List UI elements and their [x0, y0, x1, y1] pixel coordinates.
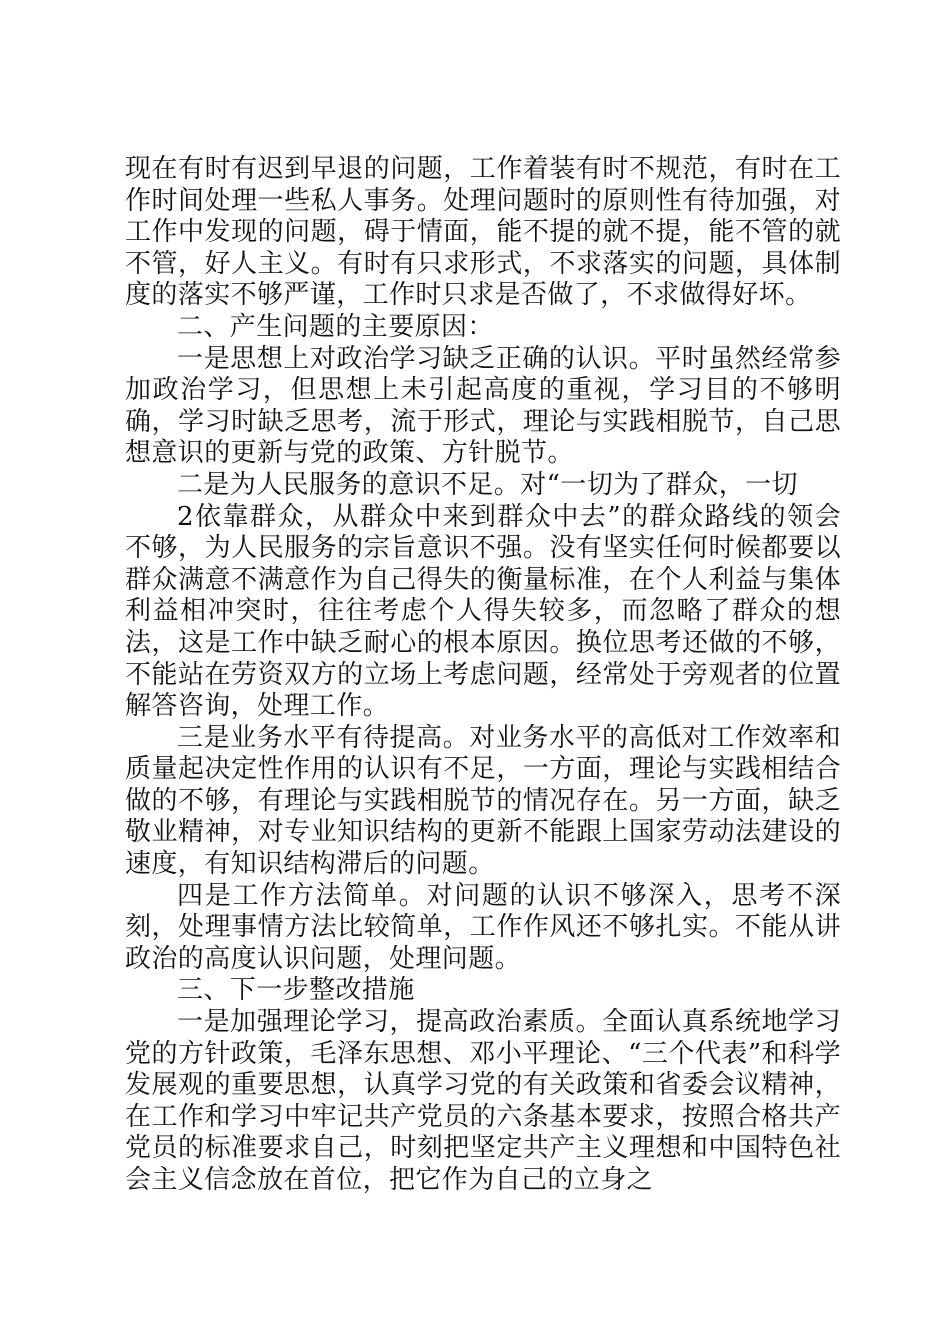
paragraph-continuation: 现在有时有迟到早退的问题，工作着装有时不规范，有时在工作时间处理一些私人事务。处理问题时的原则性有待加强，对工作中发现的问题，碍于情面，能不提的就不提，能不管的就不管，好人主义。有时有只求形式，不求落实的问题，具体制度的落实不够严谨，工作时只求是否做了，不求做得好坏。: [125, 154, 841, 311]
section-heading-causes: 二、产生问题的主要原因：: [177, 311, 494, 342]
paragraph-cause-2-continued: 2依靠群众，从群众中来到群众中去”的群众路线的领会不够，为人民服务的宗旨意识不强。没有坚实任何时候都要以群众满意不满意作为自己得失的衡量标准，在个人利益与集体利益相冲突时，往往考虑个人得失较多，而忽略了群众的想法，这是工作中缺乏耐心的根本原因。换位思考还做的不够，不能站在劳资双方的立场上考虑问题，经常处于旁观者的位置解答咨询，处理工作。: [125, 501, 841, 722]
paragraph-cause-1: 一是思想上对政治学习缺乏正确的认识。平时虽然经常参加政治学习，但思想上未引起高度的重视，学习目的不够明确，学习时缺乏思考，流于形式，理论与实践相脱节，自己思想意识的更新与党的政策、方针脱节。: [125, 343, 841, 469]
paragraph-measure-1: 一是加强理论学习，提高政治素质。全面认真系统地学习党的方针政策，毛泽东思想、邓小平理论、“三个代表”和科学发展观的重要思想，认真学习党的有关政策和省委会议精神，在工作和学习中牢记共产党员的六条基本要求，按照合格共产党员的标准要求自己，时刻把坚定共产主义理想和中国特色社会主义信念放在首位，把它作为自己的立身之: [125, 1007, 841, 1195]
paragraph-cause-2-start: 二是为人民服务的意识不足。对“一切为了群众，一切: [177, 469, 798, 500]
document-page: [125, 154, 841, 1197]
section-heading-measures: 三、下一步整改措施: [177, 975, 415, 1006]
paragraph-cause-4: 四是工作方法简单。对问题的认识不够深入，思考不深刻，处理事情方法比较简单，工作作风还不够扎实。不能从讲政治的高度认识问题，处理问题。: [125, 880, 841, 974]
paragraph-cause-3: 三是业务水平有待提高。对业务水平的高低对工作效率和质量起决定性作用的认识有不足，一方面，理论与实践相结合做的不够，有理论与实践相脱节的情况存在。另一方面，缺乏敬业精神，对专业知识结构的更新不能跟上国家劳动法建设的速度，有知识结构滞后的问题。: [125, 722, 841, 880]
